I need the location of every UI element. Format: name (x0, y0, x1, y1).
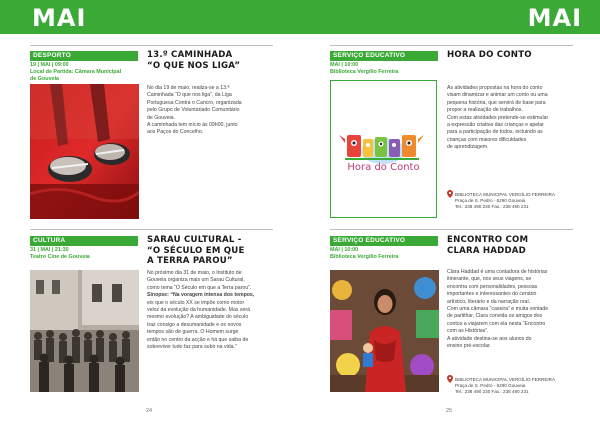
event-date: 19 | MAI | 09:00 (30, 62, 69, 68)
text-line: importantes e interessantes do cenário (447, 291, 537, 298)
text-line: artístico, literário e da narração oral. (447, 298, 531, 305)
event-place: Biblioteca Vergílio Ferreira (330, 254, 399, 260)
text-line: eis que o século XX se impõe como motor (147, 299, 245, 306)
text-line: A atividade destina-se aos alunos do (447, 335, 532, 342)
event-photo-storyteller (330, 270, 439, 392)
text-line: propor a realização de trabalhos. (447, 107, 523, 114)
category-tag: DESPORTO (30, 51, 138, 61)
text-line: Com estas atividades pretende-se estimular (447, 114, 549, 121)
page-number-left: 24 (146, 408, 153, 414)
text-line: para a participação de todos, incluindo as (447, 129, 543, 136)
title-line: A TERRA PAROU” (147, 256, 233, 266)
event-title (147, 235, 245, 267)
event-description (447, 85, 587, 152)
text-line: traz consigo a desumanidade e os novos (147, 321, 242, 328)
text-line: A caminhada tem início às 09h00, junto (147, 122, 238, 129)
title-line: SARAU CULTURAL - (147, 235, 242, 245)
text-line: itinerante, que, nos seus viagens, se (447, 276, 532, 283)
month-title-left: MAI (32, 4, 87, 32)
category-tag: SERVIÇO EDUCATIVO (330, 236, 438, 246)
text-line: como tema “O Século em que a Terra parou”. (147, 284, 252, 291)
event-title (447, 235, 528, 256)
event-title (147, 50, 240, 71)
divider (330, 45, 573, 46)
text-line: Sinopse: “Na voragem intensa dos tempos, (147, 292, 255, 299)
month-title-right: MAI (527, 4, 582, 32)
title-line: 13.º CAMINHADA (147, 50, 233, 60)
text-line: contos a viajarem com ela nesta “Encontro (447, 320, 546, 327)
header-bar (0, 0, 600, 34)
map-pin-icon (447, 375, 453, 383)
map-pin-icon (447, 190, 453, 198)
event-place: de Gouveia (30, 76, 60, 82)
event-title: HORA DO CONTO (447, 50, 532, 60)
divider (30, 229, 273, 230)
event-photo-historic (30, 270, 139, 392)
text-line: Gouveia organiza mais um Sarau Cultural, (147, 277, 245, 284)
text-line: veloz da evolução da humanidade. Mas será (147, 307, 250, 314)
text-line: Com uma câmara “caseira” e muita vontade (447, 306, 549, 313)
divider (30, 45, 273, 46)
event-description (147, 270, 282, 351)
text-line: de Gouveia. (147, 114, 175, 121)
category-tag: CULTURA (30, 236, 138, 246)
location-address: Praça de S. Pedro - 6290 Gouveia (455, 383, 526, 388)
event-description (147, 85, 277, 137)
text-line: pelo Grupo de Voluntariado Comunitário (147, 107, 240, 114)
text-line: tempos são de guerra. O Homem surge (147, 329, 239, 336)
location-phone: Tel.: 238 490 230 Fax.: 238 490 231 (455, 204, 529, 209)
title-line: “O SÉCULO EM QUE (147, 245, 245, 256)
text-line: com as Histórias”. (447, 328, 489, 335)
location-info (455, 192, 555, 210)
text-line: aos Paços do Concelho. (147, 129, 204, 136)
text-line: No próximo dia 31 de maio, o Instituto de (147, 270, 242, 276)
text-line: ensino pré-escolar. (447, 343, 491, 350)
location-address: Praça de S. Pedro - 6290 Gouveia (455, 198, 526, 203)
event-description (447, 269, 587, 350)
text-line: encontra com personalidades, pessoas (447, 283, 538, 290)
text-line: visam dinamizar e animar um conto ou uma (447, 92, 548, 99)
title-line: ENCONTRO COM (447, 235, 529, 245)
title-line: CLARA HADDAD (447, 245, 526, 256)
location-phone: Tel.: 238 490 230 Fax.: 238 490 231 (455, 389, 529, 394)
text-line: Clara Haddad é uma contadora de histórias (447, 269, 548, 275)
title-line: “O QUE NOS LIGA” (147, 60, 241, 71)
text-line: a expressão criativa das crianças e apelar (447, 122, 544, 129)
page-number-right: 25 (446, 408, 453, 414)
illustration-caption: Hora do Conto (347, 162, 420, 173)
text-line: de partilhar, Clara convida os amigos dos (447, 313, 543, 320)
event-place: Teatro Cine de Gouveia (30, 254, 90, 260)
location-name: BIBLIOTECA MUNICIPAL VERGÍLIO FERREIRA (455, 377, 556, 382)
text-line: então no centro da acção e há que saiba de (147, 336, 249, 343)
event-date: MAI | 10:00 (330, 247, 359, 253)
location-info (455, 377, 555, 395)
text-line: No dia 19 de maio, realiza-se a 13.ª (147, 85, 230, 91)
text-line: Caminhada “O que nos liga”, da Liga (147, 92, 232, 99)
location-name: BIBLIOTECA MUNICIPAL VERGÍLIO FERREIRA (455, 192, 556, 197)
event-date: 31 | MAI | 21:30 (30, 247, 69, 253)
category-tag: SERVIÇO EDUCATIVO (330, 51, 438, 61)
text-line: mesmo evolução? A ambiguidade do século (147, 314, 249, 321)
divider (330, 229, 573, 230)
text-line: As atividades propostas na hora do conto (447, 85, 543, 91)
text-line: crianças com maiores dificuldades (447, 136, 527, 143)
hora-do-conto-illustration (330, 80, 437, 218)
event-place: Local de Partida: Câmara Municipal (30, 69, 122, 75)
event-photo-runners (30, 84, 139, 219)
text-line: pequena história, que servirá de base para (447, 99, 546, 106)
text-line: Portuguesa Contra o Cancro, organizada (147, 99, 242, 106)
event-date: MAI | 10:00 (330, 62, 359, 68)
event-place: Biblioteca Vergílio Ferreira (330, 69, 399, 75)
text-line: sobreviver tudo faz para subir na vida.” (147, 344, 237, 351)
text-line: de aprendizagem. (447, 144, 489, 151)
